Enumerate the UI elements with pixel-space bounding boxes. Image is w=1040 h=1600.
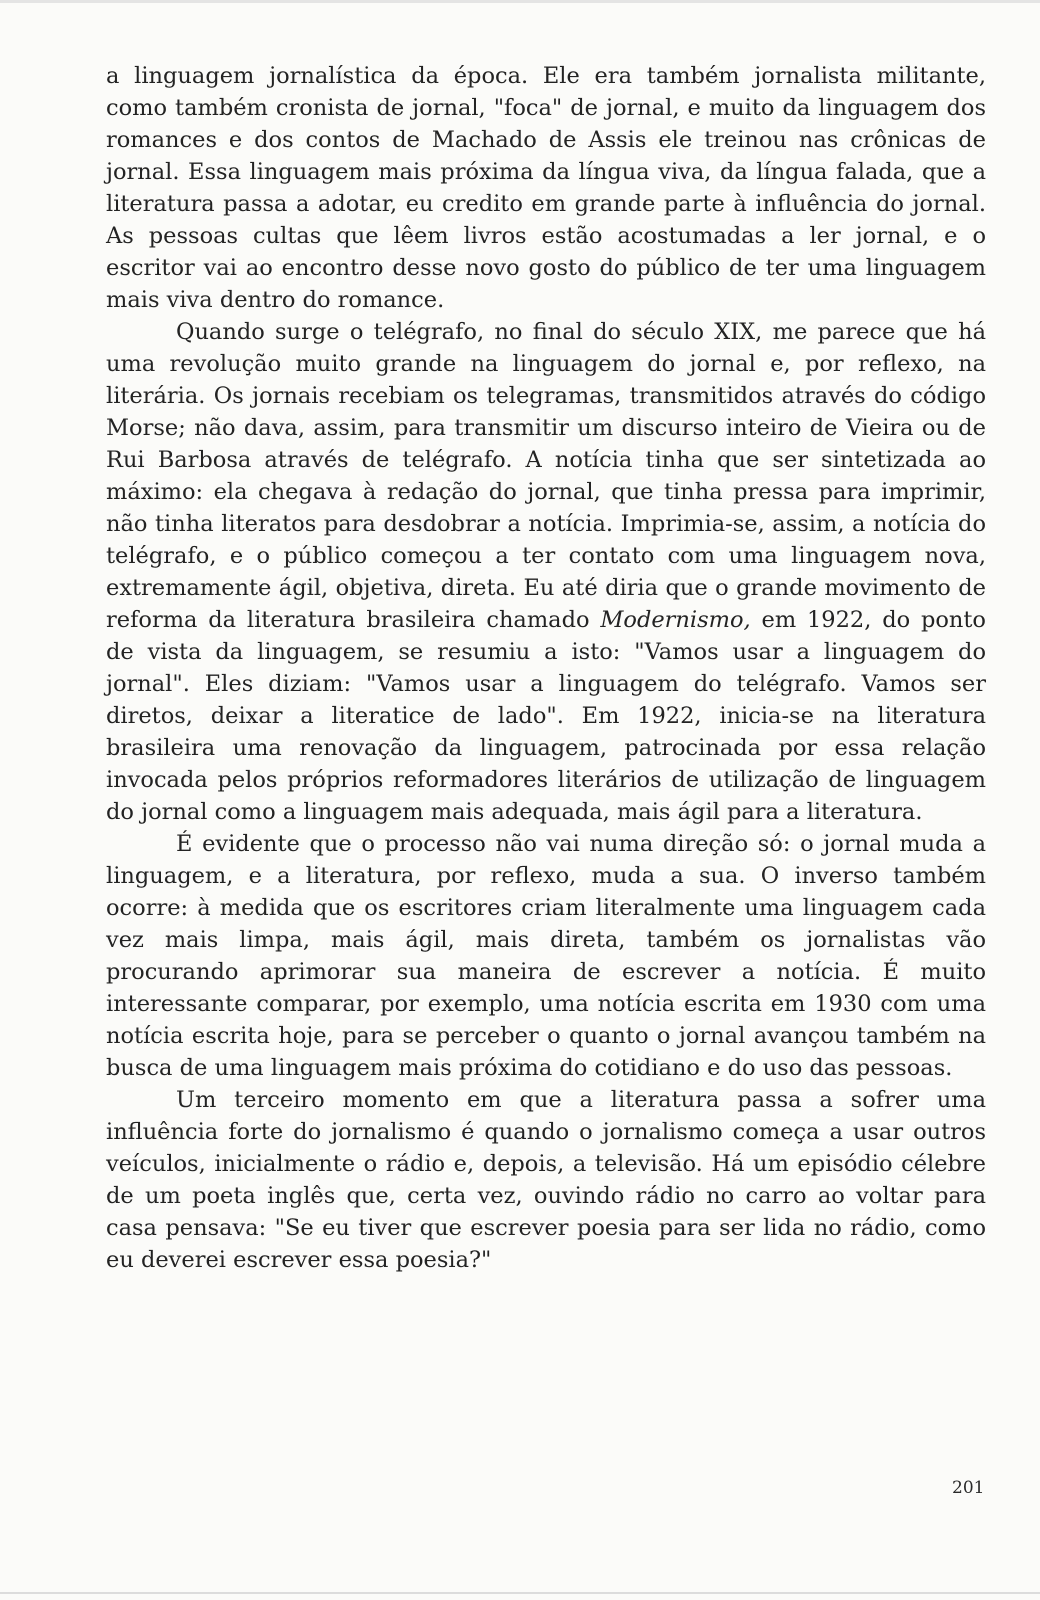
- paragraph-4: Um terceiro momento em que a literatura passa a sofrer uma influência forte do jornalismo é quando o jornalismo começa a usar outros veículos, inicialmente o rádio e, depois, a televisão. Há um episódio célebre de um poeta inglês que, certa vez, ouvindo rádio no carro ao voltar para casa pensava: "Se eu tiver que escrever poesia para ser lida no rádio, como eu deverei escrever essa poesia?": [106, 1087, 986, 1273]
- page-number: 201: [952, 1478, 985, 1498]
- modernismo-term: Modernismo,: [600, 607, 751, 633]
- paragraph-2-part-2: em 1922, do ponto de vista da linguagem, se resumiu a isto: "Vamos usar a linguagem do jornal". Eles diziam: "Vamos usar a linguagem do telégrafo. Vamos ser diretos, deixar a literatice de lado". Em 1922, inicia-se na literatura brasileira uma renovação da linguagem, patrocinada por essa relação invocada pelos próprios reformadores literários de utilização de linguagem do jornal como a linguagem mais adequada, mais ágil para a literatura.: [106, 607, 986, 825]
- paragraph-2: [106, 316, 986, 828]
- paragraph-1: a linguagem jornalística da época. Ele era também jornalista militante, como também cronista de jornal, "foca" de jornal, e muito da linguagem dos romances e dos contos de Machado de Assis ele treinou nas crônicas de jornal. Essa linguagem mais próxima da língua viva, da língua falada, que a literatura passa a adotar, eu credito em grande parte à influência do jornal. As pessoas cultas que lêem livros estão acostumadas a ler jornal, e o escritor vai ao encontro desse novo gosto do público de ter uma linguagem mais viva dentro do romance.: [106, 63, 986, 313]
- top-edge-line: [0, 0, 1040, 3]
- paragraph-2-part-1: Quando surge o telégrafo, no final do século XIX, me parece que há uma revolução muito grande na linguagem do jornal e, por reflexo, na literária. Os jornais recebiam os telegramas, transmitidos através do código Morse; não dava, assim, para transmitir um discurso inteiro de Vieira ou de Rui Barbosa através de telégrafo. A notícia tinha que ser sintetizada ao máximo: ela chegava à redação do jornal, que tinha pressa para imprimir, não tinha literatos para desdobrar a notícia. Imprimia-se, assim, a notícia do telégrafo, e o público começou a ter contato com uma linguagem nova, extremamente ágil, objetiva, direta. Eu até diria que o grande movimento de reforma da literatura brasileira chamado: [106, 319, 986, 633]
- paragraph-3: É evidente que o processo não vai numa direção só: o jornal muda a linguagem, e a literatura, por reflexo, muda a sua. O inverso também ocorre: à medida que os escritores criam literalmente uma linguagem cada vez mais limpa, mais ágil, mais direta, também os jornalistas vão procurando aprimorar sua maneira de escrever a notícia. É muito interessante comparar, por exemplo, uma notícia escrita em 1930 com uma notícia escrita hoje, para se perceber o quanto o jornal avançou também na busca de uma linguagem mais próxima do cotidiano e do uso das pessoas.: [106, 831, 986, 1081]
- bottom-edge-line: [0, 1592, 1040, 1594]
- body-text: [106, 60, 986, 1276]
